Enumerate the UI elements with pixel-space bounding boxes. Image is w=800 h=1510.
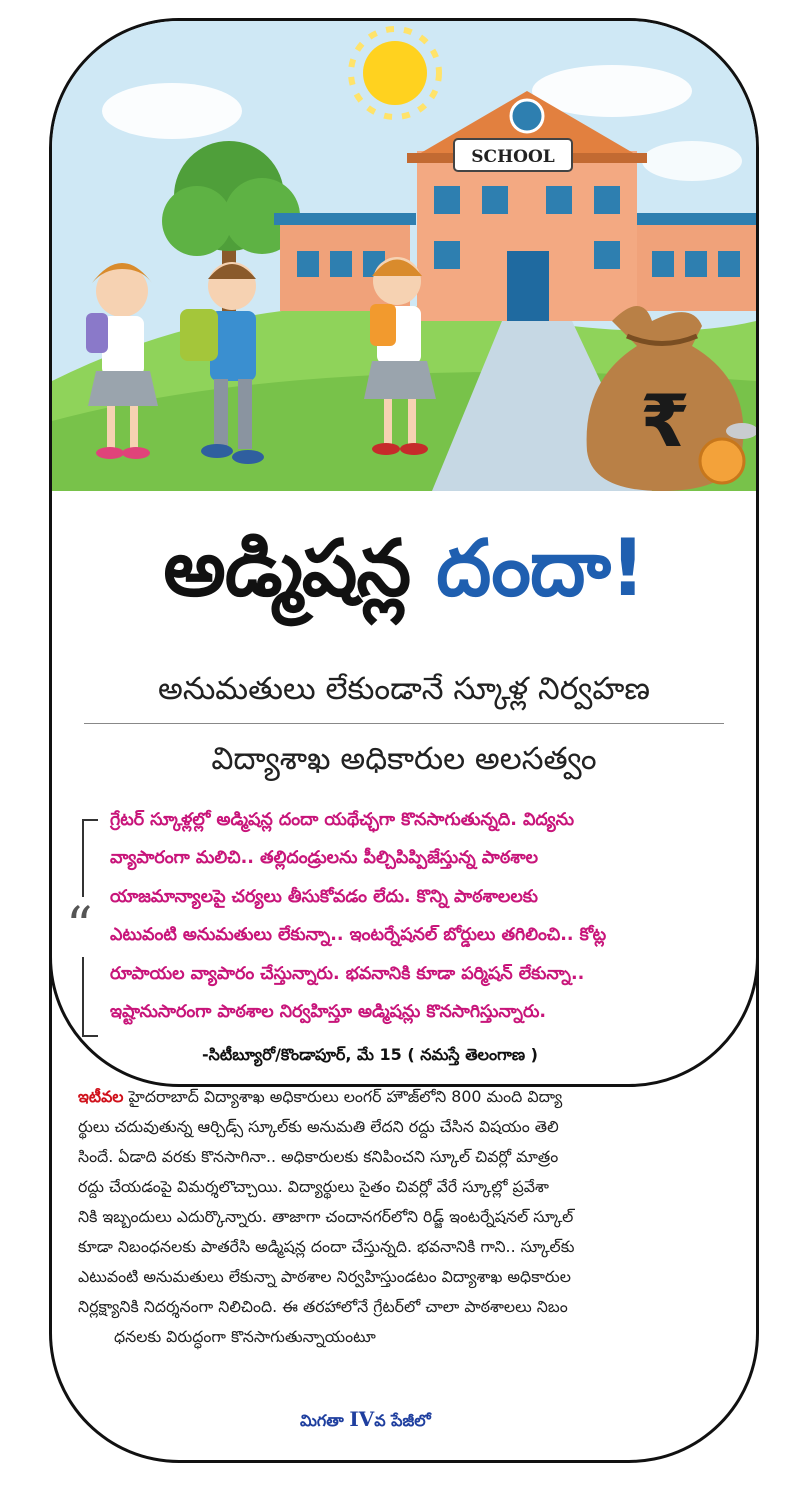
divider [84, 723, 724, 724]
lead-line: ఇష్టానుసారంగా పాఠశాల నిర్వహిస్తూ అడ్మిషన్లు కొనసాగిస్తున్నారు. [110, 1002, 547, 1023]
body-line: నికి ఇబ్బందులు ఎదుర్కొన్నారు. తాజాగా చందానగర్‌లోని రిడ్జ్ ఇంటర్నేషనల్ స్కూల్ [78, 1207, 574, 1226]
svg-text:₹: ₹ [639, 379, 691, 463]
body-line: ర్థులు చదువుతున్న ఆర్చిడ్స్ స్కూల్‌కు అనుమతి లేదని రద్దు చేసిన విషయం తెలి [78, 1117, 559, 1136]
body-line [78, 1082, 730, 1112]
lead-line: ఎటువంటి అనుమతులు లేకున్నా.. ఇంటర్నేషనల్ బోర్డులు తగిలించి.. కోట్ల [110, 925, 607, 946]
lead-paragraph [110, 801, 736, 1031]
headline-blue: దందా! [436, 524, 645, 614]
continued-on-page [300, 1404, 431, 1436]
body-line: కూడా నిబంధనలకు పాతరేసి అడ్మిషన్ల దందా చేస్తున్నది. భవనానికి గాని.. స్కూల్‌కు [78, 1237, 575, 1256]
school-sign-text: SCHOOL [471, 147, 555, 167]
quote-mark-icon: “ [66, 897, 93, 957]
lead-line: వ్యాపారంగా మలిచి.. తల్లిదండ్రులను పీల్చిపిప్పిజేస్తున్న పాఠశాల [110, 848, 539, 869]
subheading-primary: అనుమతులు లేకుండానే స్కూళ్ల నిర్వహణ [158, 671, 650, 707]
continued-prefix: మిగతా [300, 1411, 350, 1430]
body-line: నిర్లక్ష్యానికి నిదర్శనంగా నిలిచింది. ఈ తరహాలోనే గ్రేటర్‌లో చాలా పాఠశాలలు నిబం [78, 1297, 568, 1316]
subheading-secondary: విద్యాశాఖ అధికారుల అలసత్వం [211, 741, 597, 777]
body-line: ధనలకు విరుద్ధంగా కొనసాగుతున్నాయంటూ [114, 1327, 376, 1346]
article-frame [49, 18, 759, 1087]
body-first-line: హైదరాబాద్ విద్యాశాఖ అధికారులు లంగర్ హౌజ్‌లోని 800 మంది విద్యా [123, 1087, 563, 1106]
continued-suffix: వ పేజీలో [374, 1411, 431, 1430]
headline-black: అడ్మిషన్ల [163, 524, 411, 614]
headline [52, 499, 756, 639]
lead-line: యాజమాన్యాలపై చర్యలు తీసుకోవడం లేదు. కొన్ని పాఠశాలలకు [110, 886, 538, 907]
body-line: సిందే. ఏడాది వరకు కొనసాగినా.. అధికారులకు కనిపించని స్కూల్ చివర్లో మాత్రం [78, 1147, 559, 1166]
article-body [78, 1082, 730, 1352]
body-line: ఎటువంటి అనుమతులు లేకున్నా పాఠశాల నిర్వహిస్తుండటం విద్యాశాఖ అధికారుల [78, 1267, 571, 1286]
body-line: రద్దు చేయడంపై విమర్శలొచ్చాయి. విద్యార్థులు సైతం చివర్లో వేరే స్కూల్లో ప్రవేశా [78, 1177, 549, 1196]
lead-line: గ్రేటర్ స్కూళ్లల్లో అడ్మిషన్ల దందా యథేచ్ఛగా కొనసాగుతున్నది. విద్యను [110, 810, 575, 830]
byline: -సిటీబ్యూరో/కొండాపూర్, మే 15 ( నమస్తే తెలంగాణ ) [202, 1045, 538, 1064]
continued-page-number: IV [349, 1407, 375, 1431]
lead-line: రూపాయల వ్యాపారం చేస్తున్నారు. భవనానికి కూడా పర్మిషన్ లేకున్నా.. [110, 963, 585, 984]
body-lead-word: ఇటీవల [78, 1087, 124, 1106]
school-illustration [52, 21, 756, 491]
